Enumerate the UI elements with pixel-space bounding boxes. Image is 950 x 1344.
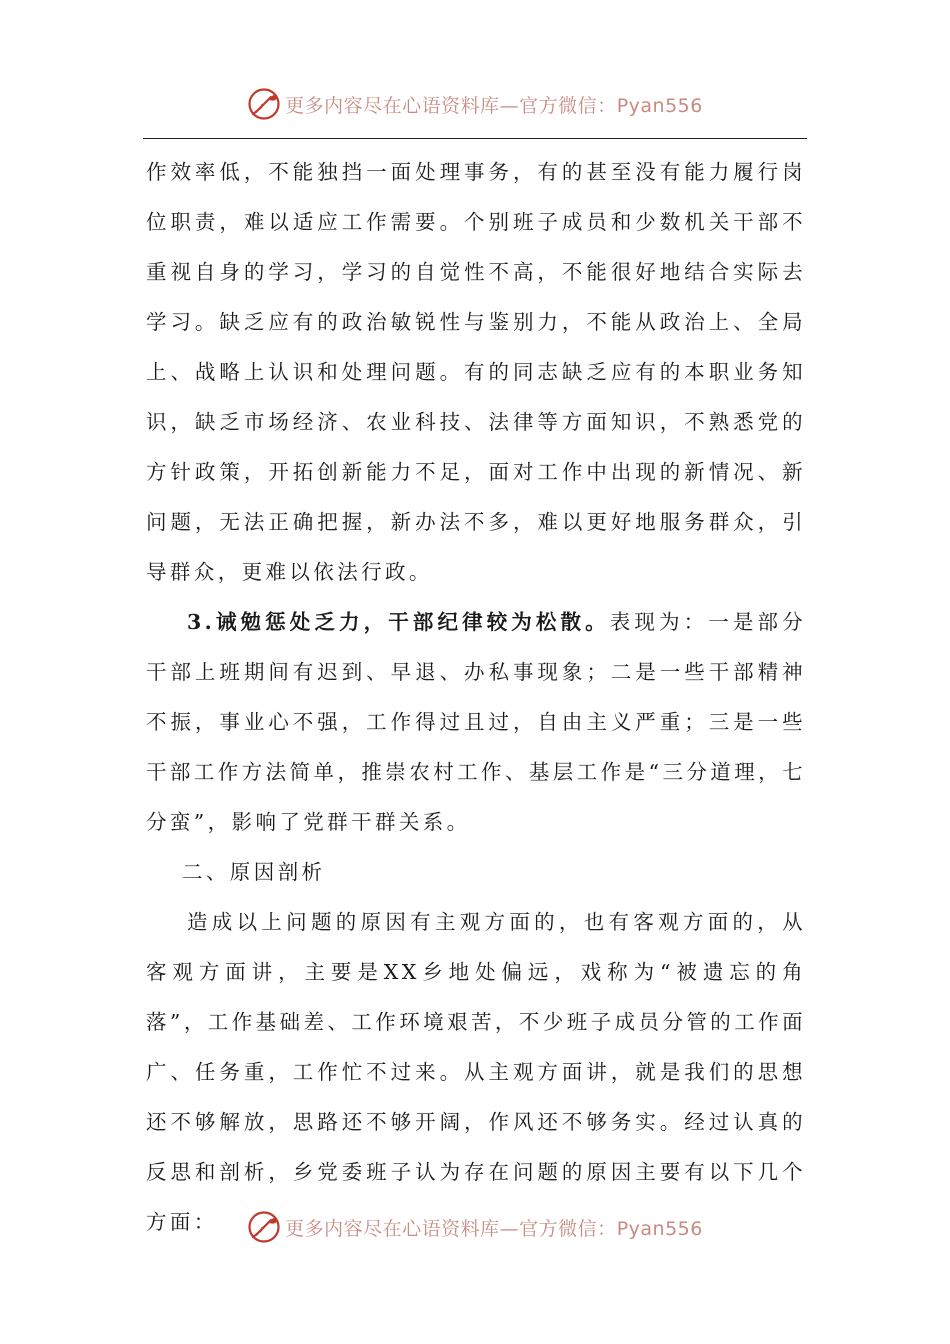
document-body [146,147,806,1247]
header-watermark [0,84,950,124]
paragraph-continuation: 作效率低，不能独挡一面处理事务，有的甚至没有能力履行岗位职责，难以适应工作需要。个别班子成员和少数机关干部不重视自身的学习，学习的自觉性不高，不能很好地结合实际去学习。缺乏应有的政治敏锐性与鉴别力，不能从政治上、全局上、战略上认识和处理问题。有的同志缺乏应有的本职业务知识，缺乏市场经济、农业科技、法律等方面知识，不熟悉党的方针政策，开拓创新能力不足，面对工作中出现的新情况、新问题，无法正确把握，新办法不多，难以更好地服务群众，引导群众，更难以依法行政。 [146,160,806,584]
quill-logo-icon [247,87,281,121]
section-heading: 二、原因剖析 [182,860,326,884]
paragraph-discipline [146,597,806,847]
header-rule [143,138,807,139]
paragraph-cause-analysis: 造成以上问题的原因有主观方面的，也有客观方面的，从客观方面讲，主要是XX乡地处偏远，戏称为“被遗忘的角落”，工作基础差、工作环境艰苦，不少班子成员分管的工作面广、任务重，工作忙不过来。从主观方面讲，就是我们的思想还不够解放，思路还不够开阔，作风还不够务实。经过认真的反思和剖析，乡党委班子认为存在问题的原因主要有以下几个方面： [146,910,806,1234]
footer-wechat-id: Pyan556 [616,1217,703,1240]
paragraph-discipline-text: 表现为：一是部分干部上班期间有迟到、早退、办私事现象；二是一些干部精神不振，事业心不强，工作得过且过，自由主义严重；三是一些干部工作方法简单，推崇农村工作、基层工作是“三分道理，七分蛮”，影响了党群干群关系。 [146,610,806,834]
header-watermark-text: 更多内容尽在心语资料库—官方微信：Pyan556 [285,94,703,117]
footer-watermark [0,1207,950,1247]
paragraph-lead-bold: 3.诫勉惩处乏力，干部纪律较为松散。 [187,610,610,634]
footer-watermark-text: 更多内容尽在心语资料库—官方微信：Pyan556 [285,1217,703,1240]
header-wechat-id: Pyan556 [616,94,703,117]
quill-logo-icon [247,1210,281,1244]
